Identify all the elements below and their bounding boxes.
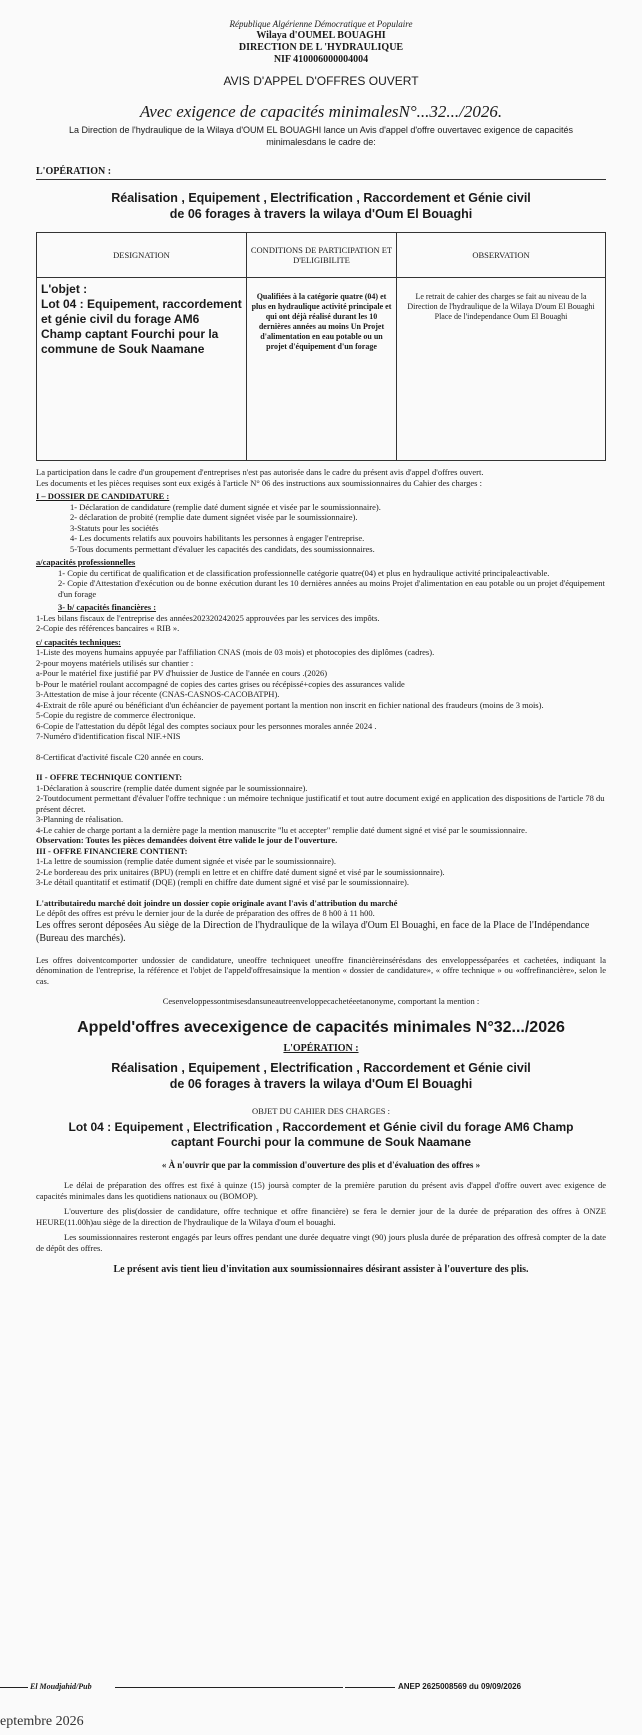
anep-reference: ANEP 2625008569 du 09/09/2026 bbox=[398, 1682, 522, 1691]
tender-notice bbox=[36, 18, 606, 1275]
list-item: 4-Extrait de rôle apuré ou bénéficiant d'un échéancier de payement portant la mention non inscrit en fichier national des fraudeurs (moins de 3 mois). bbox=[36, 699, 544, 710]
operation-title-repeat bbox=[36, 1060, 606, 1092]
section-dossier: I – DOSSIER DE CANDIDATURE : bbox=[36, 491, 170, 501]
divider bbox=[0, 1687, 28, 1688]
list-item: 3-Attestation de mise à jour récente (CNAS-CASNOS-CACOBATPH). bbox=[36, 689, 280, 699]
objet-text: Lot 04 : Equipement, raccordement et génie civil du forage AM6 Champ captant Fourchi pour la commune de Souk Naamane bbox=[41, 297, 242, 356]
list-item: 4-Le cahier de charge portant a la dernière page la mention manuscrite "lu et accepter" remplie daté dument signé et visé par le soumissionnaire. bbox=[36, 824, 528, 835]
designation-cell bbox=[37, 278, 247, 461]
anonymous-envelope-note: Cesenveloppessontmisesdansuneautreenveloppecachetéeetanonyme, comportant la mention : bbox=[162, 996, 480, 1006]
operation-title-line-1: Réalisation , Equipement , Electrification , Raccordement et Génie civil bbox=[111, 191, 531, 205]
list-item: b-Pour le matériel roulant accompagné de copies des cartes grises ou récépissé+copies des assurances valide bbox=[36, 678, 405, 689]
list-item: 6-Copie de l'attestation du dépôt légal des comptes sociaux pour les personnes morales année 2024 . bbox=[36, 720, 377, 731]
list-item: 3-Le détail quantitatif et estimatif (DQE) (rempli en chiffre date dument signé et visé par le soumissionnaire). bbox=[36, 877, 410, 887]
operation-title-line-2: de 06 forages à travers la wilaya d'Oum El Bouaghi bbox=[169, 1076, 473, 1091]
lieu-depot: Les offres seront déposées Au siège de la Direction de l'hydraulique de la wilaya d'Oum El Bouaghi, en face de la Place de l'Indépendance (Bureau des marchés). bbox=[36, 919, 590, 944]
page-date: eptembre 2026 bbox=[0, 1714, 84, 1729]
ouverture-paragraph: L'ouverture des plis(dossier de candidature, offre technique et offre financière) se fera le dernier jour de la durée de préparation des offres à ONZE HEURE(11.00h)au siège de la direction de l'hydraulique de la Wilaya d'oum el bouaghi. bbox=[36, 1205, 606, 1227]
divider bbox=[115, 1687, 343, 1688]
observation-text: Le retrait de cahier des charges se fait au niveau de la Direction de l'hydraulique de la Wilaya D'oum El Bouaghi Place de l'independance Oum El Bouaghi bbox=[407, 292, 595, 321]
operation-label-2: L'OPÉRATION : bbox=[283, 1042, 359, 1054]
enveloppes-note: Les offres doiventcomporter undossier de candidature, uneoffre techniqueet uneoffre financièreinsérésdans des enveloppesséparées et cachetées, indiquant la dénomination de l'entreprise, la référence et l'objet de l'appeld'offresainsique la mention « dossier de candidature», « offre technique » ou «offrefinancière», selon le cas. bbox=[36, 954, 606, 986]
wilaya-line: Wilaya d'OUMEL BOUAGHI bbox=[256, 30, 386, 41]
envelope-title: Appeld'offres avecexigence de capacités minimales N°32.../2026 bbox=[77, 1018, 565, 1036]
documents-note: Les documents et les pièces requises sont eux exigés à l'article N° 06 des instructions aux soumissionnaires du Cahier des charges : bbox=[36, 477, 482, 488]
conditions-text: Qualifiées à la catégorie quatre (04) et plus en hydraulique activité principale et qui ont déjà réalisé durant les 10 dernières années au moins Un Projet d'alimentation en eau potable ou un projet d'équipement d'un forage bbox=[251, 292, 392, 351]
list-item: 2-pour moyens matériels utilisés sur chantier : bbox=[36, 657, 194, 668]
list-item: 1-Les bilans fiscaux de l'entreprise des années202320242025 approuvées par les services des impôts. bbox=[36, 612, 380, 623]
list-item: 1- Copie du certificat de qualification et de classification professionnelle catégorie quatre(04) et plus en hydraulique activité principaleactivable. bbox=[58, 567, 550, 578]
publication-credit: El Moudjahid/Pub bbox=[30, 1682, 92, 1691]
letterhead bbox=[36, 18, 606, 66]
col-designation: DESIGNATION bbox=[37, 233, 247, 278]
section-capacites-fin: 3- b/ capacités financières : bbox=[58, 602, 157, 612]
list-item: 5-Copie du registre de commerce électronique. bbox=[36, 710, 196, 720]
operation-label: L'OPÉRATION : bbox=[36, 166, 606, 180]
col-conditions: CONDITIONS DE PARTICIPATION ET D'ELIGIBILITE bbox=[247, 233, 397, 278]
list-item: 7-Numéro d'identification fiscal NIF.+NIS bbox=[36, 731, 181, 741]
list-item: 1-Liste des moyens humains appuyée par l'affiliation CNAS (mois de 03 mois) et photocopies des diplômes (cadres). bbox=[36, 647, 435, 657]
objet-label: L'objet : bbox=[41, 282, 88, 296]
attributaire-note: L'attributairedu marché doit joindre un dossier copie originale avant l'avis d'attribution du marché bbox=[36, 897, 398, 908]
dossier-list bbox=[36, 502, 606, 555]
groupement-note: La participation dans le cadre d'un groupement d'entreprises n'est pas autorisée dans le cadre du présent avis d'appel d'offres ouvert. bbox=[36, 467, 484, 477]
list-item: 4- Les documents relatifs aux pouvoirs habilitants les personnes à engager l'entreprise. bbox=[70, 533, 365, 543]
section-capacites-tech: c/ capacités techniques: bbox=[36, 636, 121, 647]
notice-title: Avec exigence de capacités minimalesN°...32.../2026. bbox=[139, 102, 503, 121]
operation-title-line-2: de 06 forages à travers la wilaya d'Oum El Bouaghi bbox=[169, 207, 473, 221]
list-item: 8-Certificat d'activité fiscale C20 année en cours. bbox=[36, 751, 204, 762]
lot-title-line-1: Lot 04 : Equipement , Electrification , Raccordement et Génie civil du forage AM6 Champ bbox=[68, 1119, 574, 1134]
engagement-paragraph: Les soumissionnaires resteront engagés par leurs offres pendant une durée dequatre vingt (90) jours plusla durée de préparation des offresà compter de la date de dépôt des offres. bbox=[36, 1231, 606, 1253]
list-item: 1-La lettre de soumission (remplie datée dument signée et visée par le soumissionnaire). bbox=[36, 856, 337, 866]
lot-table bbox=[36, 232, 606, 461]
list-item: 2-Copie des références bancaires « RIB ». bbox=[36, 623, 180, 633]
operation-title bbox=[36, 190, 606, 222]
list-item: 1- Déclaration de candidature (remplie daté dument signée et visée par le soumissionnaire). bbox=[70, 501, 381, 512]
capacites-pro-list bbox=[36, 568, 606, 600]
operation-title-line-1: Réalisation , Equipement , Electrification , Raccordement et Génie civil bbox=[111, 1060, 531, 1075]
list-item: 5-Tous documents permettant d'évaluer les capacités des candidats, des soumissionnaires. bbox=[70, 543, 375, 554]
notice-type: AVIS D'APPEL D'OFFRES OUVERT bbox=[223, 74, 419, 88]
list-item: 2- déclaration de probité (remplie date dument signéet visée par le soumissionnaire). bbox=[70, 512, 358, 522]
list-item: 2-Le bordereau des prix unitaires (BPU) (rempli en lettre et en chiffre daté dument signé et visé par le soumissionnaire). bbox=[36, 866, 445, 877]
list-item: 3-Planning de réalisation. bbox=[36, 814, 124, 824]
observation-note: Observation: Toutes les pièces demandées doivent être valide le jour de l'ouverture. bbox=[36, 835, 338, 845]
list-item: a-Pour le matériel fixe justifié par PV d'huissier de Justice de l'année en cours .(2026) bbox=[36, 668, 328, 678]
invitation-note: Le présent avis tient lieu d'invitation aux soumissionnaires désirant assister à l'ouverture des plis. bbox=[113, 1263, 529, 1275]
lot-title bbox=[36, 1120, 606, 1150]
divider bbox=[345, 1687, 395, 1688]
conditions-cell bbox=[247, 278, 397, 461]
opening-mention: « À n'ouvrir que par la commission d'ouverture des plis et d'évaluation des offres » bbox=[161, 1159, 481, 1170]
delai-paragraph: Le délai de préparation des offres est fixé à quinze (15) joursà compter de la première parution du présent avis d'appel d'offre ouvert avec exigence de capacités minimales dans les quotidiens nationaux ou (BOMOP). bbox=[36, 1179, 606, 1201]
section-capacites-pro: a/capacités professionnelles bbox=[36, 557, 136, 567]
list-item: 1-Déclaration à souscrire (remplie datée dument signée par le soumissionnaire). bbox=[36, 782, 308, 793]
nif-line: NIF 410006000004004 bbox=[273, 54, 369, 65]
observation-cell bbox=[397, 278, 606, 461]
section-offre-financiere: III - OFFRE FINANCIERE CONTIENT: bbox=[36, 845, 188, 856]
lot-title-line-2: captant Fourchi pour la commune de Souk Naamane bbox=[170, 1134, 472, 1149]
direction-line: DIRECTION DE L 'HYDRAULIQUE bbox=[238, 42, 404, 53]
republic-line: République Algérienne Démocratique et Populaire bbox=[229, 19, 413, 29]
cahier-label: OBJET DU CAHIER DES CHARGES : bbox=[252, 1105, 390, 1116]
requirements bbox=[36, 467, 606, 1007]
list-item: 2-Toutdocument permettant d'évaluer l'offre technique : un mémoire technique justificatif et tout autre document exigé en application des dispositions de l'article 78 du présent décret. bbox=[36, 793, 605, 814]
section-offre-technique: II - OFFRE TECHNIQUE CONTIENT: bbox=[36, 772, 183, 782]
page-footer bbox=[0, 1680, 642, 1700]
list-item: 2- Copie d'Attestation d'exécution ou de bonne exécution durant les 10 dernières années au moins Projet d'alimentation en eau potable ou un projet d'équipement d'un forage bbox=[58, 578, 605, 599]
list-item: 3-Statuts pour les sociétés bbox=[70, 522, 159, 533]
intro-text: La Direction de l'hydraulique de la Wilaya d'OUM EL BOUAGHI lance un Avis d'appel d'offre ouvertavec exigence de capacités minimalesdans le cadre de: bbox=[69, 125, 573, 147]
depot-note: Le dépôt des offres est prévu le dernier jour de la durée de préparation des offres de 8 h00 à 11 h00. bbox=[36, 908, 375, 918]
col-observation: OBSERVATION bbox=[397, 233, 606, 278]
